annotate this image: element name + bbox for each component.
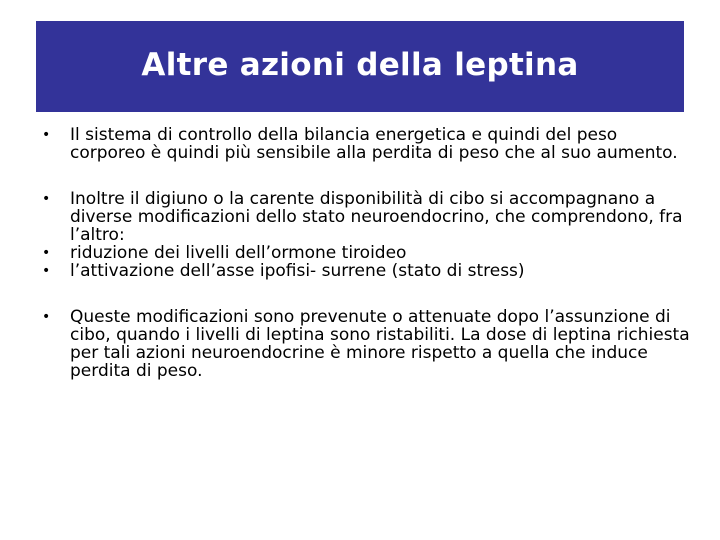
bullet-text: l’attivazione dell’asse ipofisi- surrene (stato di stress): [70, 261, 525, 281]
spacer: [40, 280, 690, 308]
bullet-icon: •: [42, 309, 51, 325]
bullet-item: [40, 126, 690, 162]
bullet-item: [40, 262, 690, 280]
spacer: [40, 162, 690, 190]
bullet-item: [40, 244, 690, 262]
bullet-item: [40, 190, 690, 244]
bullet-text: Il sistema di controllo della bilancia energetica e quindi del peso corporeo è quindi più sensibile alla perdita di peso che al suo aumento.: [70, 125, 678, 163]
slide-body: [40, 126, 690, 380]
slide-title: Altre azioni della leptina: [141, 46, 579, 83]
bullet-icon: •: [42, 127, 51, 143]
title-banner: [36, 21, 684, 112]
bullet-text: Inoltre il digiuno o la carente disponibilità di cibo si accompagnano a diverse modificazioni dello stato neuroendocrino, che comprendono, fra l’altro:: [70, 189, 683, 245]
bullet-item: [40, 308, 690, 380]
bullet-text: Queste modificazioni sono prevenute o attenuate dopo l’assunzione di cibo, quando i livelli di leptina sono ristabiliti. La dose di leptina richiesta per tali azioni neuroendocrine è minore rispetto a quella che induce perdita di peso.: [70, 307, 690, 381]
bullet-text: riduzione dei livelli dell’ormone tiroideo: [70, 243, 407, 263]
bullet-icon: •: [42, 263, 51, 279]
bullet-icon: •: [42, 191, 51, 207]
bullet-icon: •: [42, 245, 51, 261]
